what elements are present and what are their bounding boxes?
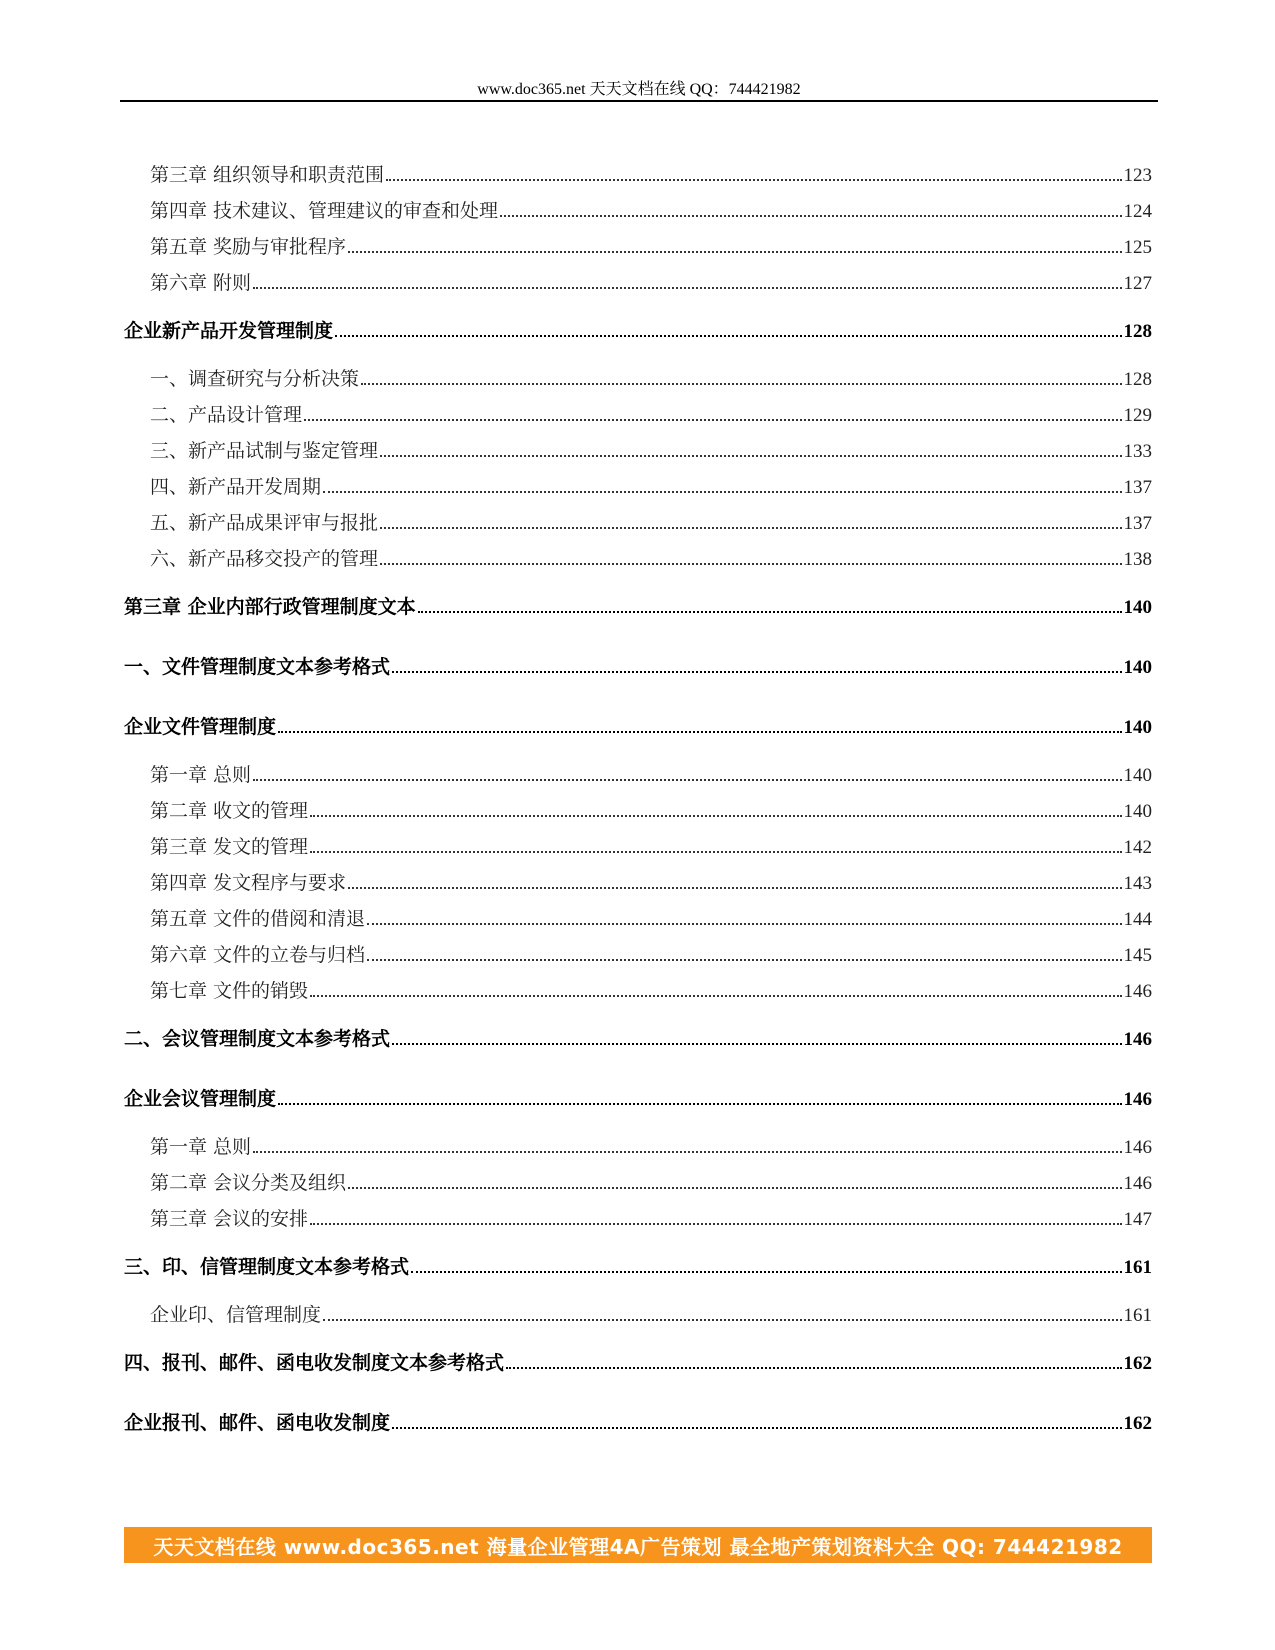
toc-entry[interactable]: [150, 160, 1152, 187]
toc-leader-dots: [323, 490, 1121, 493]
toc-entry-page: 145: [1123, 945, 1152, 966]
toc-leader-dots: [310, 1222, 1121, 1225]
toc-leader-dots: [500, 214, 1121, 217]
toc-entry-title: 第五章 文件的借阅和清退: [150, 908, 366, 930]
toc-leader-dots: [304, 418, 1121, 421]
toc-entry-title: 二、会议管理制度文本参考格式: [124, 1028, 391, 1050]
toc-entry[interactable]: [150, 472, 1152, 499]
toc-entry-page: 127: [1123, 273, 1152, 294]
toc-entry-page: 140: [1123, 801, 1152, 822]
toc-entry-title: 六、新产品移交投产的管理: [150, 548, 379, 570]
toc-entry[interactable]: [124, 1408, 1152, 1435]
toc-entry[interactable]: [150, 1300, 1152, 1327]
toc-entry[interactable]: [150, 400, 1152, 427]
toc-entry-page: 162: [1123, 1353, 1152, 1374]
toc-entry[interactable]: [124, 1348, 1152, 1375]
toc-entry-page: 124: [1123, 201, 1152, 222]
toc-entry-title: 企业印、信管理制度: [150, 1304, 322, 1326]
toc-entry[interactable]: [124, 1024, 1152, 1051]
toc-entry-title: 第六章 附则: [150, 272, 252, 294]
toc-entry[interactable]: [150, 508, 1152, 535]
toc-entry-title: 企业报刊、邮件、函电收发制度: [124, 1412, 391, 1434]
toc-entry[interactable]: [150, 268, 1152, 295]
toc-entry[interactable]: [124, 592, 1152, 619]
toc-leader-dots: [380, 526, 1121, 529]
toc-entry-page: 140: [1123, 717, 1152, 738]
toc-leader-dots: [367, 958, 1121, 961]
toc-entry[interactable]: [124, 1084, 1152, 1111]
toc-entry-page: 146: [1123, 1173, 1152, 1194]
toc-leader-dots: [310, 850, 1121, 853]
toc-entry-title: 第五章 奖励与审批程序: [150, 236, 347, 258]
toc-entry-title: 四、报刊、邮件、函电收发制度文本参考格式: [124, 1352, 505, 1374]
toc-entry-title: 一、调查研究与分析决策: [150, 368, 360, 390]
toc-entry-title: 一、文件管理制度文本参考格式: [124, 656, 391, 678]
toc-leader-dots: [380, 454, 1121, 457]
toc-entry[interactable]: [150, 364, 1152, 391]
toc-entry-title: 第六章 文件的立卷与归档: [150, 944, 366, 966]
toc-entry-title: 第二章 收文的管理: [150, 800, 309, 822]
toc-entry-title: 三、印、信管理制度文本参考格式: [124, 1256, 410, 1278]
toc-entry[interactable]: [150, 436, 1152, 463]
toc-entry-page: 146: [1123, 1089, 1152, 1110]
toc-entry-page: 137: [1123, 477, 1152, 498]
toc-leader-dots: [253, 1150, 1121, 1153]
toc-entry-title: 第三章 发文的管理: [150, 836, 309, 858]
toc-leader-dots: [348, 1186, 1121, 1189]
toc-entry-title: 第三章 企业内部行政管理制度文本: [124, 596, 416, 618]
toc-entry-page: 140: [1123, 765, 1152, 786]
toc-leader-dots: [278, 730, 1121, 733]
toc-entry-page: 125: [1123, 237, 1152, 258]
toc-leader-dots: [392, 1426, 1121, 1429]
toc-entry-page: 140: [1123, 597, 1152, 618]
toc-entry[interactable]: [150, 1132, 1152, 1159]
toc-leader-dots: [278, 1102, 1121, 1105]
toc-entry[interactable]: [150, 796, 1152, 823]
toc-entry-title: 第二章 会议分类及组织: [150, 1172, 347, 1194]
toc-entry-page: 129: [1123, 405, 1152, 426]
toc-entry-title: 企业新产品开发管理制度: [124, 320, 334, 342]
toc-entry[interactable]: [150, 760, 1152, 787]
toc-leader-dots: [367, 922, 1121, 925]
toc-entry-title: 第一章 总则: [150, 1136, 252, 1158]
toc-entry-title: 企业会议管理制度: [124, 1088, 277, 1110]
toc-entry-page: 138: [1123, 549, 1152, 570]
toc-entry-title: 第四章 技术建议、管理建议的审查和处理: [150, 200, 499, 222]
toc-entry[interactable]: [124, 316, 1152, 343]
toc-entry[interactable]: [150, 868, 1152, 895]
toc-entry-title: 企业文件管理制度: [124, 716, 277, 738]
toc-leader-dots: [310, 994, 1121, 997]
toc-entry[interactable]: [150, 232, 1152, 259]
toc-entry[interactable]: [150, 196, 1152, 223]
toc-leader-dots: [418, 610, 1122, 613]
page-header: www.doc365.net 天天文档在线 QQ：744421982: [477, 81, 801, 98]
toc-entry-title: 第三章 组织领导和职责范围: [150, 164, 385, 186]
toc-entry-page: 161: [1123, 1305, 1152, 1326]
toc-leader-dots: [392, 670, 1121, 673]
toc-entry-page: 140: [1123, 657, 1152, 678]
toc-leader-dots: [506, 1366, 1121, 1369]
toc-entry[interactable]: [150, 1204, 1152, 1231]
toc-entry-page: 137: [1123, 513, 1152, 534]
toc-leader-dots: [411, 1270, 1121, 1273]
toc-entry-page: 142: [1123, 837, 1152, 858]
toc-entry-page: 146: [1123, 1029, 1152, 1050]
toc-entry[interactable]: [150, 940, 1152, 967]
toc-leader-dots: [348, 886, 1121, 889]
toc-entry[interactable]: [124, 652, 1152, 679]
toc-entry-page: 144: [1123, 909, 1152, 930]
toc-leader-dots: [348, 250, 1121, 253]
toc-entry-title: 第三章 会议的安排: [150, 1208, 309, 1230]
toc-leader-dots: [380, 562, 1121, 565]
toc-entry-page: 162: [1123, 1413, 1152, 1434]
toc-entry-page: 143: [1123, 873, 1152, 894]
toc-entry-page: 161: [1123, 1257, 1152, 1278]
toc-entry[interactable]: [124, 712, 1152, 739]
toc-entry-page: 128: [1123, 321, 1152, 342]
toc-entry[interactable]: [150, 904, 1152, 931]
toc-leader-dots: [323, 1318, 1121, 1321]
toc-entry-page: 123: [1123, 165, 1152, 186]
toc-entry-title: 四、新产品开发周期: [150, 476, 322, 498]
toc-entry-title: 第四章 发文程序与要求: [150, 872, 347, 894]
toc-leader-dots: [253, 778, 1121, 781]
toc-entry-page: 128: [1123, 369, 1152, 390]
toc-entry-title: 第七章 文件的销毁: [150, 980, 309, 1002]
toc-entry-title: 二、产品设计管理: [150, 404, 303, 426]
toc-entry-page: 146: [1123, 1137, 1152, 1158]
toc-leader-dots: [392, 1042, 1121, 1045]
toc-leader-dots: [361, 382, 1121, 385]
toc-leader-dots: [253, 286, 1121, 289]
toc-entry[interactable]: [124, 1252, 1152, 1279]
toc-entry-title: 五、新产品成果评审与报批: [150, 512, 379, 534]
toc-entry-title: 三、新产品试制与鉴定管理: [150, 440, 379, 462]
toc-entry-page: 146: [1123, 981, 1152, 1002]
toc-entry[interactable]: [150, 544, 1152, 571]
toc-leader-dots: [310, 814, 1121, 817]
toc-entry-page: 133: [1123, 441, 1152, 462]
toc-entry[interactable]: [150, 832, 1152, 859]
footer-banner: 天天文档在线 www.doc365.net 海量企业管理4A广告策划 最全地产策划资料大全 QQ: 744421982: [124, 1527, 1152, 1563]
toc-entry-page: 147: [1123, 1209, 1152, 1230]
toc-entry[interactable]: [150, 976, 1152, 1003]
toc-entry-title: 第一章 总则: [150, 764, 252, 786]
toc-leader-dots: [386, 178, 1121, 181]
toc-leader-dots: [335, 334, 1121, 337]
toc-entry[interactable]: [150, 1168, 1152, 1195]
